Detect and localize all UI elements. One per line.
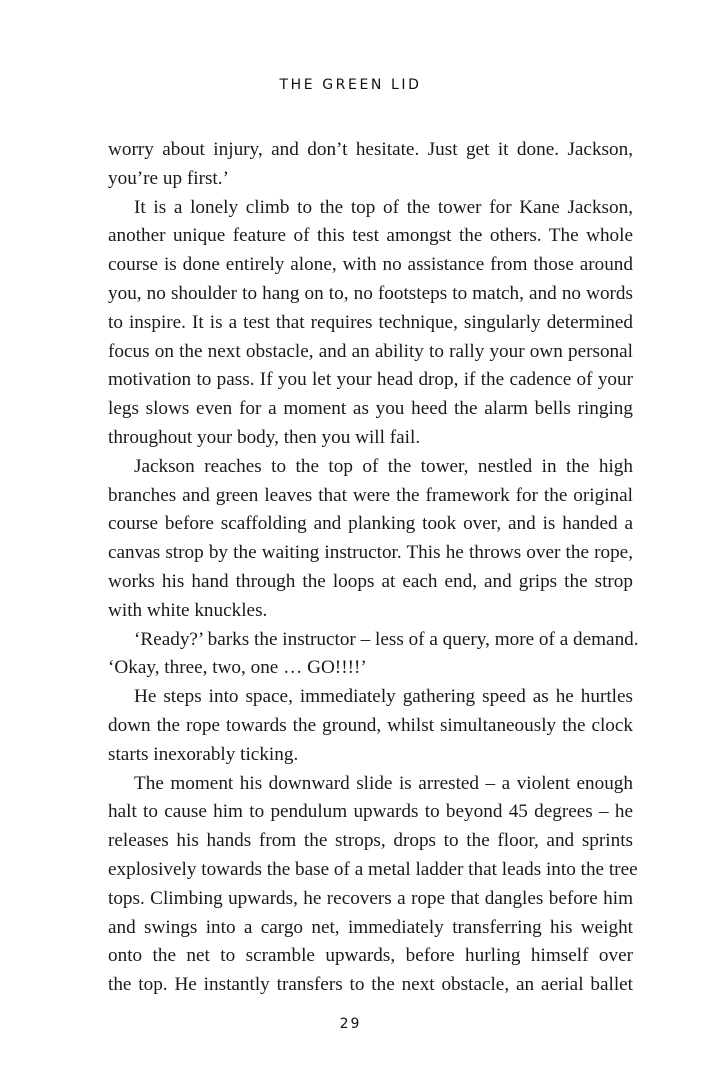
text-line: the top. He instantly transfers to the next obstacle, an aerial ballet xyxy=(108,974,633,996)
page-number: 29 xyxy=(339,1016,362,1032)
text-line: with white knuckles. xyxy=(108,599,268,621)
text-line: course is done entirely alone, with no assistance from those around xyxy=(108,254,633,276)
text-line: and swings into a cargo net, immediately transferring his weight xyxy=(108,916,633,938)
text-line: explosively towards the base of a metal ladder that leads into the tree xyxy=(108,858,638,880)
text-line: halt to cause him to pendulum upwards to beyond 45 degrees – he xyxy=(108,801,633,823)
text-line: tops. Climbing upwards, he recovers a rope that dangles before him xyxy=(108,887,633,909)
text-line: throughout your body, then you will fail. xyxy=(108,426,421,448)
text-line: motivation to pass. If you let your head drop, if the cadence of your xyxy=(108,369,633,391)
text-line: to inspire. It is a test that requires technique, singularly determined xyxy=(108,311,633,333)
text-line: worry about injury, and don’t hesitate. Just get it done. Jackson, xyxy=(108,139,633,160)
text-line: starts inexorably ticking. xyxy=(108,743,299,765)
text-line: The moment his downward slide is arrested – a violent enough xyxy=(134,772,633,794)
text-line: down the rope towards the ground, whilst simultaneously the clock xyxy=(108,714,633,736)
text-line: It is a lonely climb to the top of the tower for Kane Jackson, xyxy=(134,196,633,218)
text-line: Jackson reaches to the top of the tower, nestled in the high xyxy=(134,455,633,477)
text-line: legs slows even for a moment as you heed the alarm bells ringing xyxy=(108,398,633,420)
text-line: releases his hands from the strops, drops to the floor, and sprints xyxy=(108,830,633,852)
text-line: works his hand through the loops at each end, and grips the strop xyxy=(108,570,633,592)
text-line: another unique feature of this test amongst the others. The whole xyxy=(108,225,633,247)
text-line: course before scaffolding and planking took over, and is handed a xyxy=(108,513,633,535)
text-line: He steps into space, immediately gathering speed as he hurtles xyxy=(134,686,633,708)
text-line: branches and green leaves that were the framework for the original xyxy=(108,484,633,506)
text-line: focus on the next obstacle, and an ability to rally your own personal xyxy=(108,340,633,362)
text-line: ‘Ready?’ barks the instructor – less of a query, more of a demand. xyxy=(134,628,639,650)
text-line: ‘Okay, three, two, one … GO!!!!’ xyxy=(108,657,367,679)
text-line: you, no shoulder to hang on to, no footsteps to match, and no words xyxy=(108,282,633,304)
text-line: you’re up first.’ xyxy=(108,167,229,189)
text-line: canvas strop by the waiting instructor. This he throws over the rope, xyxy=(108,542,633,564)
running-head: THE GREEN LID xyxy=(279,77,422,93)
body-text xyxy=(108,136,639,1000)
text-line: onto the net to scramble upwards, before hurling himself over xyxy=(108,945,633,967)
